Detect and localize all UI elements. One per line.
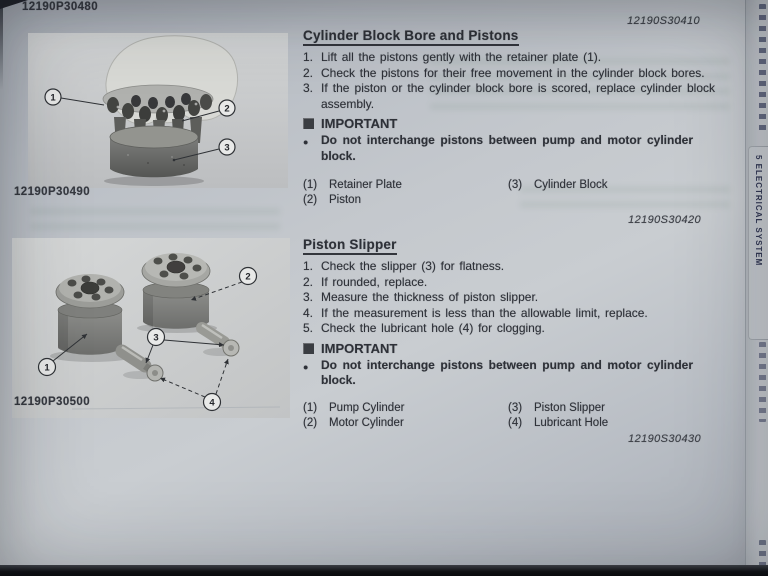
legend [303, 401, 715, 431]
legend-item [508, 178, 715, 193]
step-text: Check the lubricant hole (4) for clogging. [321, 321, 545, 335]
legend-column-1 [303, 178, 508, 208]
step-number: 4. [303, 305, 314, 320]
callout-2: 2 [245, 271, 251, 283]
section-piston-slipper [303, 236, 715, 445]
legend-label: Motor Cylinder [329, 416, 404, 429]
legend-label: Lubricant Hole [534, 416, 609, 429]
legend-label: Retainer Plate [329, 179, 402, 191]
legend-column-2 [508, 401, 715, 431]
clipped-tab-marks-mid [759, 342, 766, 422]
step-number: 5. [303, 321, 314, 335]
important-note [303, 358, 715, 389]
section-cylinder-block [303, 27, 715, 226]
legend-num: (1) [303, 401, 318, 414]
section2-heading: Piston Slipper [303, 237, 397, 255]
photo-cylinder-block-pistons [28, 33, 288, 188]
edge-tab-electrical-system [748, 146, 768, 340]
step [303, 66, 715, 82]
step-number: 3. [303, 290, 314, 304]
important-header [303, 116, 715, 131]
step-number: 1. [303, 50, 314, 64]
photo2-code: 12190P30500 [14, 396, 91, 408]
legend-label: Piston Slipper [534, 401, 605, 414]
legend-column-1 [303, 401, 508, 431]
callout-2: 2 [224, 103, 230, 115]
legend-num: (3) [508, 401, 523, 414]
step-number: 3. [303, 81, 314, 95]
photo1-illustration [28, 33, 288, 188]
legend-num: (4) [508, 416, 523, 429]
legend-item [303, 416, 508, 431]
important-square-icon [303, 343, 314, 354]
legend-item [303, 193, 508, 208]
important-label: IMPORTANT [321, 340, 398, 356]
step [303, 290, 715, 306]
edge-tab-label: 5 ELECTRICAL SYSTEM [754, 155, 763, 267]
step-text: If rounded, replace. [321, 274, 428, 289]
photo-left-edge-shadow [0, 0, 3, 90]
section-code-top-right: 12190S30410 [627, 15, 700, 27]
step [303, 306, 715, 322]
step-number: 2. [303, 65, 314, 80]
photo-bottom-edge [0, 565, 768, 576]
section1-heading: Cylinder Block Bore and Pistons [303, 28, 519, 46]
legend-column-2 [508, 178, 715, 208]
step-text: If the piston or the cylinder block bore is scored, replace cylinder block assembly. [321, 81, 715, 111]
step-number: 2. [303, 274, 314, 289]
step [303, 321, 715, 337]
callout-1: 1 [50, 92, 56, 104]
important-square-icon [303, 118, 314, 129]
callout-3: 3 [224, 142, 230, 154]
step-text: Measure the thickness of piston slipper. [321, 290, 539, 304]
step [303, 81, 715, 112]
photo2-illustration [12, 238, 290, 418]
section1-end-code: 12190S30420 [628, 214, 701, 226]
step-text: Check the pistons for their free movement in the cylinder block bores. [321, 65, 705, 80]
legend-label: Pump Cylinder [329, 401, 405, 414]
motor-cylinder [137, 253, 217, 333]
important-label: IMPORTANT [321, 116, 398, 131]
step-text: Check the slipper (3) for flatness. [321, 259, 505, 273]
step [303, 50, 715, 66]
callout-3: 3 [153, 332, 159, 344]
legend-num: (2) [303, 194, 318, 206]
step-text: Lift all the pistons gently with the retainer plate (1). [321, 50, 602, 64]
important-header [303, 341, 715, 356]
bullet-dot-icon: ● [303, 361, 309, 372]
important-note-text: Do not interchange pistons between pump and motor cylinder block. [321, 133, 693, 163]
legend-label: Piston [329, 194, 361, 206]
bleed-through-smudge [30, 208, 280, 234]
step-text: If the measurement is less than the allowable limit, replace. [321, 305, 648, 320]
bullet-dot-icon: ● [303, 137, 309, 147]
legend-label: Cylinder Block [534, 179, 608, 191]
important-note-text: Do not interchange pistons between pump and motor cylinder block. [321, 357, 693, 387]
callout-1: 1 [44, 362, 50, 374]
legend-num: (2) [303, 416, 318, 429]
step [303, 259, 715, 275]
clipped-tab-marks-top [759, 4, 766, 136]
legend-item [508, 401, 715, 416]
legend [303, 178, 715, 208]
section2-end-code: 12190S30430 [628, 432, 701, 445]
step [303, 275, 715, 291]
legend-item [303, 178, 508, 193]
photo-pump-motor-cylinders [12, 238, 290, 418]
page-edge-strip [745, 0, 768, 576]
photo1-code: 12190P30490 [14, 186, 91, 198]
important-note [303, 133, 715, 164]
step-number: 1. [303, 259, 314, 273]
legend-item [303, 401, 508, 416]
legend-num: (1) [303, 179, 318, 191]
callout-4: 4 [209, 397, 215, 409]
legend-item [508, 416, 715, 431]
photo-code-top-left: 12190P30480 [22, 1, 99, 13]
legend-num: (3) [508, 179, 523, 191]
